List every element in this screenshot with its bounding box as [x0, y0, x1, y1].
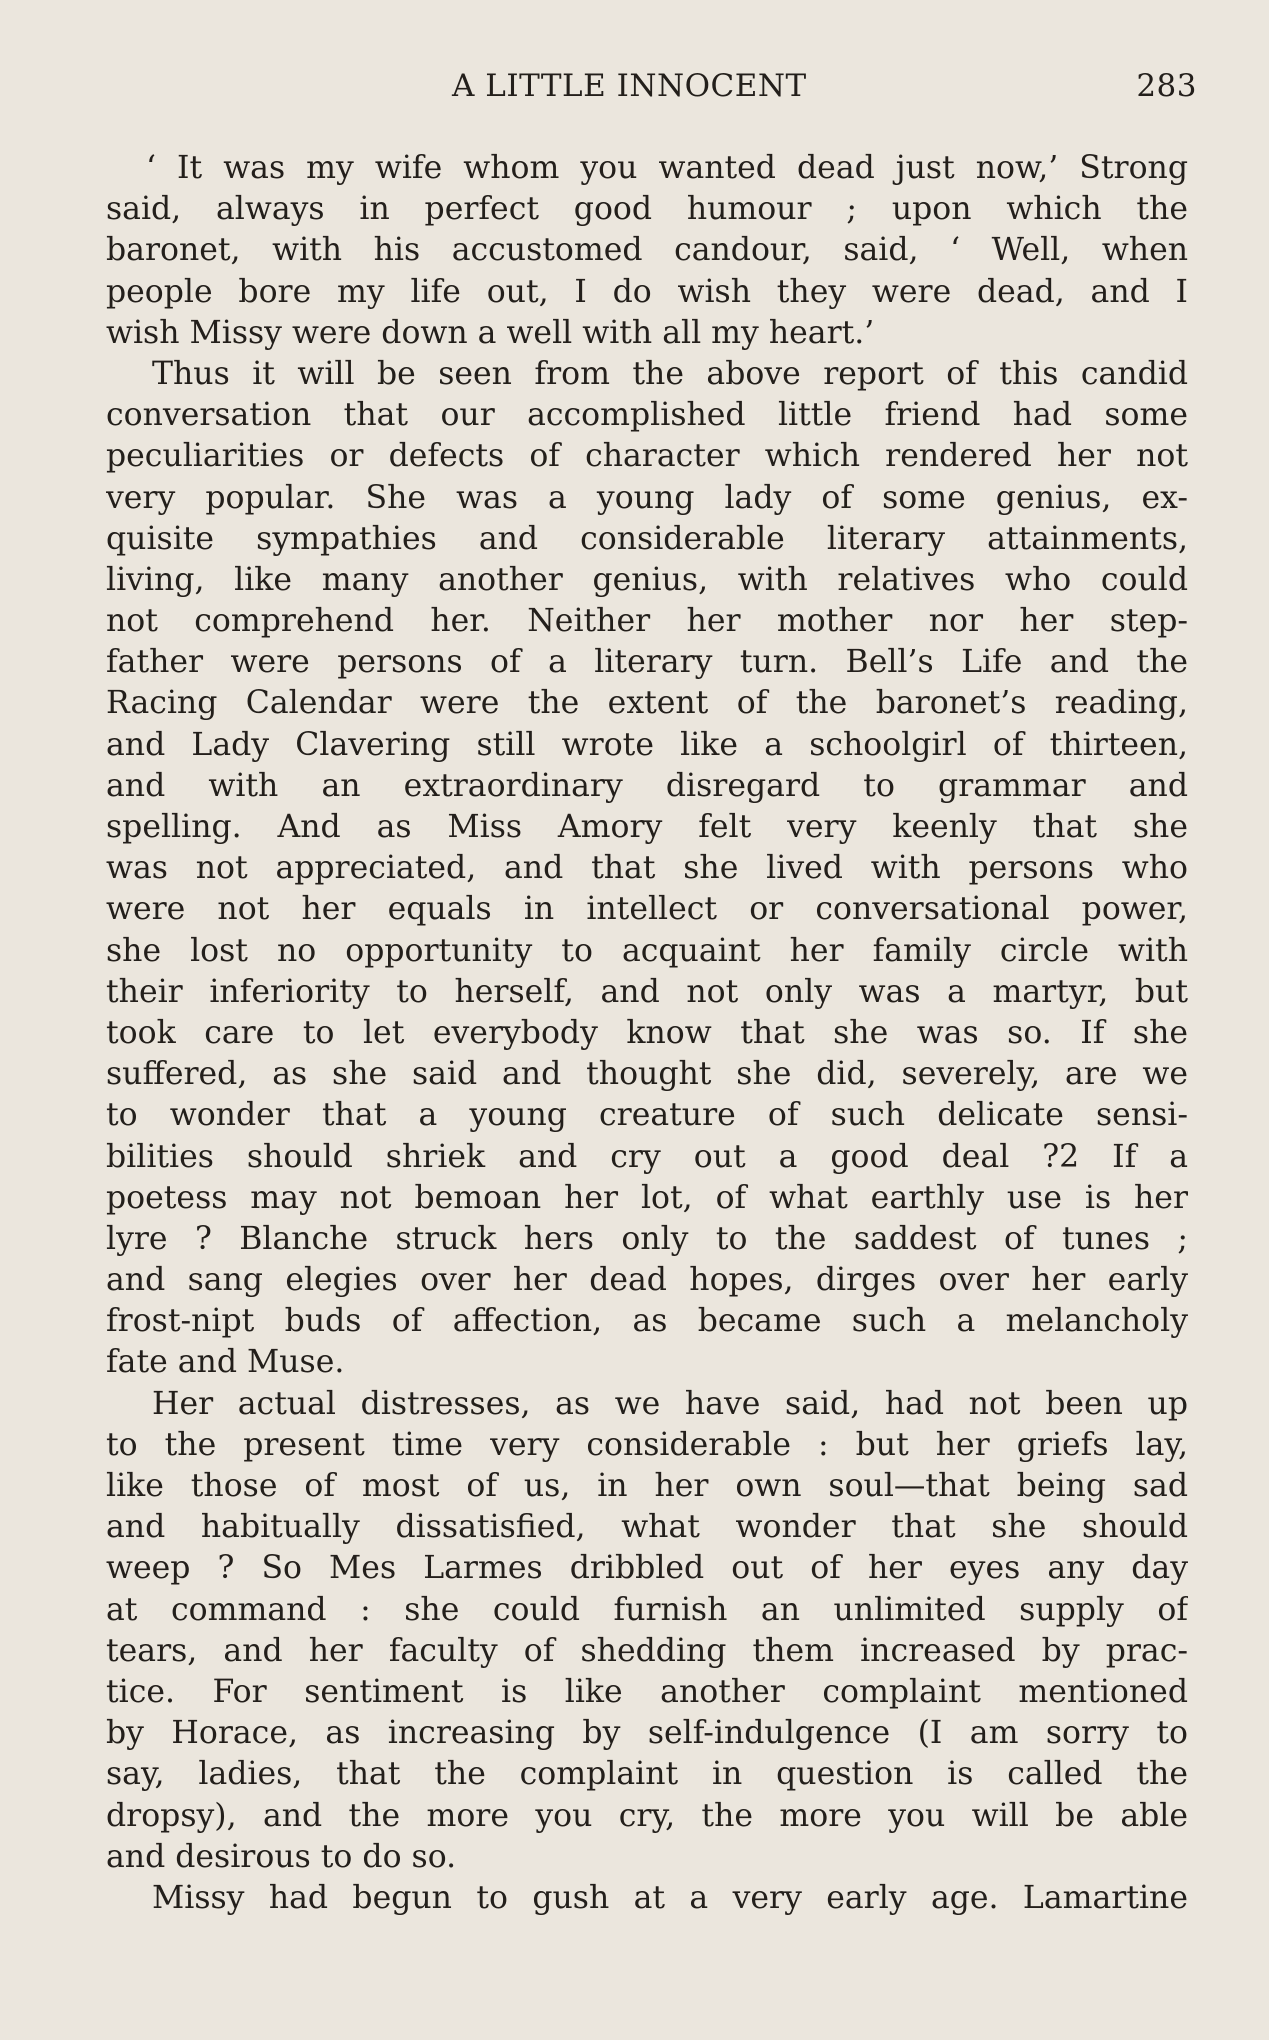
text-line: Thus it will be seen from the above report of this candid: [152, 355, 1188, 392]
text-line: very popular. She was a young lady of some genius, ex-: [106, 479, 1188, 516]
text-line: were not her equals in intellect or conversational power,: [106, 891, 1188, 928]
text-line: living, like many another genius, with relatives who could: [106, 561, 1188, 598]
text-line: conversation that our accomplished little friend had some: [106, 397, 1188, 434]
text-line: dropsy), and the more you cry, the more you will be able: [106, 1797, 1188, 1834]
text-line: tears, and her faculty of shedding them increased by prac-: [106, 1632, 1188, 1669]
text-line: by Horace, as increasing by self-indulgence (I am sorry to: [106, 1715, 1188, 1752]
text-line: Her actual distresses, as we have said, had not been up: [152, 1385, 1188, 1422]
running-head-title: A LITTLE INNOCENT: [452, 68, 807, 104]
text-line: wish Missy were down a well with all my heart.’: [106, 314, 875, 351]
text-line: baronet, with his accustomed candour, said, ‘ Well, when: [106, 232, 1188, 269]
text-line: and sang elegies over her dead hopes, dirges over her early: [106, 1262, 1188, 1299]
text-line: and with an extraordinary disregard to grammar and: [106, 767, 1188, 804]
text-line: quisite sympathies and considerable literary attainments,: [106, 520, 1188, 557]
text-line: and habitually dissatisfied, what wonder that she should: [106, 1509, 1188, 1546]
text-line: at command : she could furnish an unlimited supply of: [106, 1591, 1188, 1628]
running-head: [0, 68, 1269, 108]
text-line: their inferiority to herself, and not only was a martyr, but: [106, 973, 1188, 1010]
text-line: bilities should shriek and cry out a good deal ?2 If a: [106, 1138, 1188, 1175]
text-line: Missy had begun to gush at a very early age. Lamartine: [152, 1879, 1188, 1916]
body-text: [106, 148, 1188, 1919]
text-line: ‘ It was my wife whom you wanted dead just now,’ Strong: [146, 150, 1188, 186]
text-line: frost-nipt buds of affection, as became such a melancholy: [106, 1303, 1188, 1340]
text-line: peculiarities or defects of character which rendered her not: [106, 438, 1188, 475]
text-line: father were persons of a literary turn. Bell’s Life and the: [106, 644, 1188, 681]
page-number: 283: [1136, 68, 1197, 104]
text-line: and desirous to do so.: [106, 1838, 457, 1875]
text-line: Racing Calendar were the extent of the baronet’s reading,: [106, 685, 1188, 722]
text-line: people bore my life out, I do wish they were dead, and I: [106, 273, 1188, 310]
text-line: tice. For sentiment is like another complaint mentioned: [106, 1673, 1188, 1710]
text-line: like those of most of us, in her own soul—that being sad: [106, 1468, 1188, 1504]
text-line: and Lady Clavering still wrote like a schoolgirl of thirteen,: [106, 726, 1188, 763]
text-line: took care to let everybody know that she was so. If she: [106, 1014, 1188, 1051]
text-line: was not appreciated, and that she lived with persons who: [106, 850, 1188, 887]
text-line: weep ? So Mes Larmes dribbled out of her eyes any day: [106, 1550, 1188, 1587]
text-line: to wonder that a young creature of such delicate sensi-: [106, 1097, 1188, 1134]
text-line: suffered, as she said and thought she did, severely, are we: [106, 1056, 1188, 1093]
text-line: spelling. And as Miss Amory felt very keenly that she: [106, 809, 1188, 845]
text-line: she lost no opportunity to acquaint her family circle with: [106, 932, 1188, 969]
text-line: lyre ? Blanche struck hers only to the saddest of tunes ;: [106, 1220, 1188, 1257]
text-line: not comprehend her. Neither her mother nor her step-: [106, 603, 1188, 640]
text-line: fate and Muse.: [106, 1344, 345, 1381]
text-line: poetess may not bemoan her lot, of what earthly use is her: [106, 1179, 1188, 1216]
text-line: say, ladies, that the complaint in question is called the: [106, 1756, 1188, 1793]
text-line: said, always in perfect good humour ; upon which the: [106, 191, 1188, 228]
text-line: to the present time very considerable : but her griefs lay,: [106, 1426, 1188, 1463]
